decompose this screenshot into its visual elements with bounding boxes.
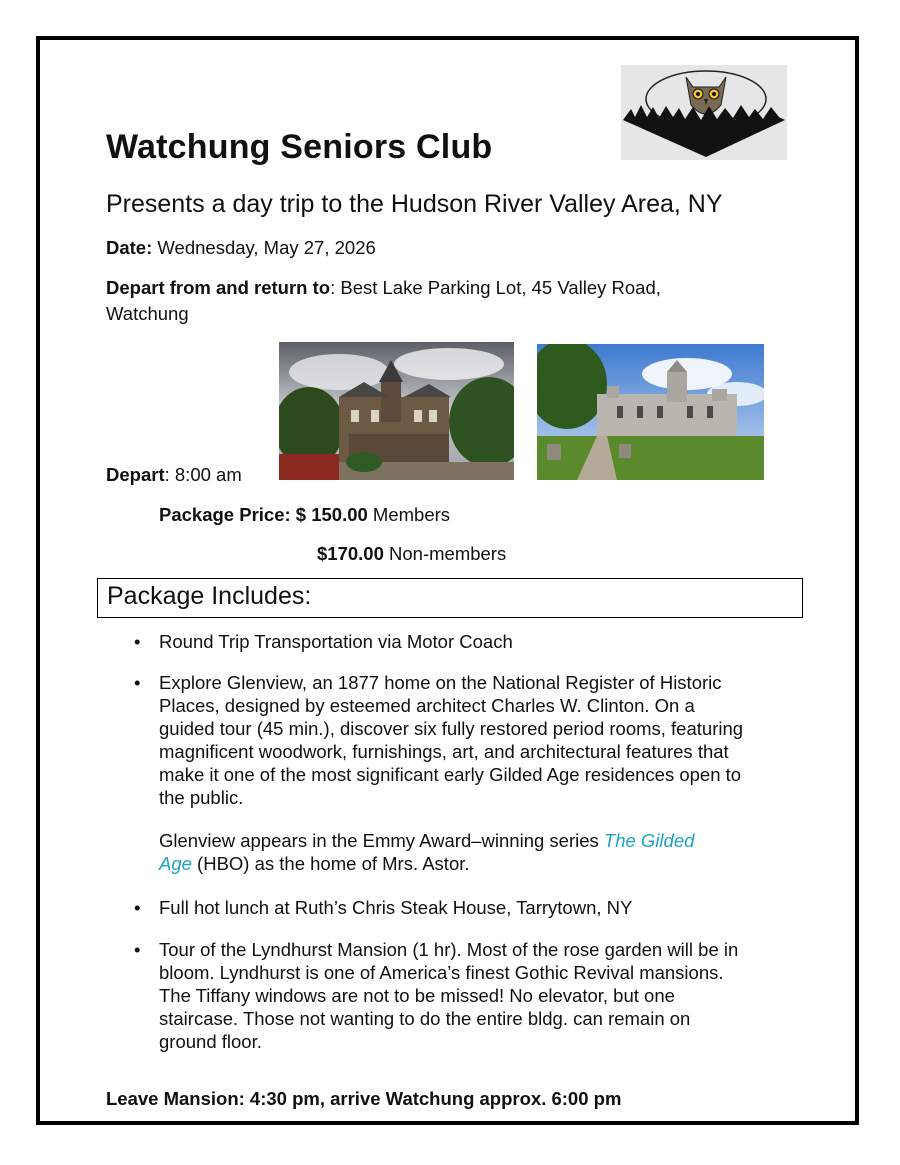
nonmember-price: $170.00 [317, 543, 384, 564]
bullet-icon: • [134, 939, 141, 960]
list-item [120, 630, 792, 653]
item-note-line [159, 829, 792, 852]
item-line: Explore Glenview, an 1877 home on the National Register of Historic [159, 672, 722, 693]
list-item [120, 671, 792, 875]
list-item [120, 896, 792, 919]
depart-return-label: Depart from and return to [106, 277, 331, 298]
nonmembers-label: Non-members [383, 543, 507, 564]
depart-label: Depart [106, 464, 165, 485]
bullet-icon: • [134, 672, 141, 693]
bullet-icon: • [134, 631, 141, 652]
depart-value: : 8:00 am [164, 464, 242, 485]
note-text: (HBO) as the home of Mrs. Astor. [191, 853, 470, 874]
members-label: Members [367, 504, 451, 525]
gilded-age-link-cont[interactable]: Age [159, 853, 192, 874]
gilded-age-link[interactable]: The Gilded [603, 830, 695, 851]
item-line: ground floor. [159, 1031, 262, 1052]
package-price-label: Package Price: $ 150.00 [159, 504, 368, 525]
item-line: make it one of the most significant early Gilded Age residences open to [159, 764, 742, 785]
item-line: guided tour (45 min.), discover six fully restored period rooms, featuring [159, 718, 744, 739]
package-items-list [120, 630, 792, 1053]
item-line: bloom. Lyndhurst is one of America’s finest Gothic Revival mansions. [159, 962, 724, 983]
item-line: magnificent woodwork, furnishings, art, and architectural features that [159, 741, 729, 762]
item-text: Round Trip Transportation via Motor Coach [159, 631, 513, 652]
depart-return-line [106, 275, 661, 301]
date-label: Date: [106, 237, 153, 258]
lyndhurst-mansion-photo-icon [537, 344, 764, 480]
footer-schedule: Leave Mansion: 4:30 pm, arrive Watchung approx. 6:00 pm [106, 1088, 622, 1109]
item-line: Tour of the Lyndhurst Mansion (1 hr). Most of the rose garden will be in [159, 939, 739, 960]
item-line: the public. [159, 787, 244, 808]
owl-logo-icon [621, 65, 787, 160]
date-line [106, 235, 376, 261]
item-line: Places, designed by esteemed architect Charles W. Clinton. On a [159, 695, 695, 716]
date-value: Wednesday, May 27, 2026 [152, 237, 376, 258]
depart-time-line [106, 462, 242, 488]
page-subtitle: Presents a day trip to the Hudson River Valley Area, NY [106, 190, 723, 218]
nonmember-price-line [317, 541, 506, 567]
member-price-line [159, 502, 450, 528]
list-item [120, 938, 792, 1053]
bullet-icon: • [134, 897, 141, 918]
item-line: The Tiffany windows are not to be missed! No elevator, but one [159, 985, 675, 1006]
note-text: Glenview appears in the Emmy Award–winning series [159, 830, 604, 851]
depart-return-value: : Best Lake Parking Lot, 45 Valley Road, [330, 277, 661, 298]
item-line: staircase. Those not wanting to do the entire bldg. can remain on [159, 1008, 691, 1029]
package-includes-heading: Package Includes: [97, 578, 803, 618]
page-title: Watchung Seniors Club [106, 128, 493, 166]
depart-return-line-2: Watchung [106, 303, 189, 324]
item-note-line [159, 852, 792, 875]
glenview-mansion-photo-icon [279, 342, 514, 480]
item-text: Full hot lunch at Ruth’s Chris Steak House, Tarrytown, NY [159, 897, 633, 918]
